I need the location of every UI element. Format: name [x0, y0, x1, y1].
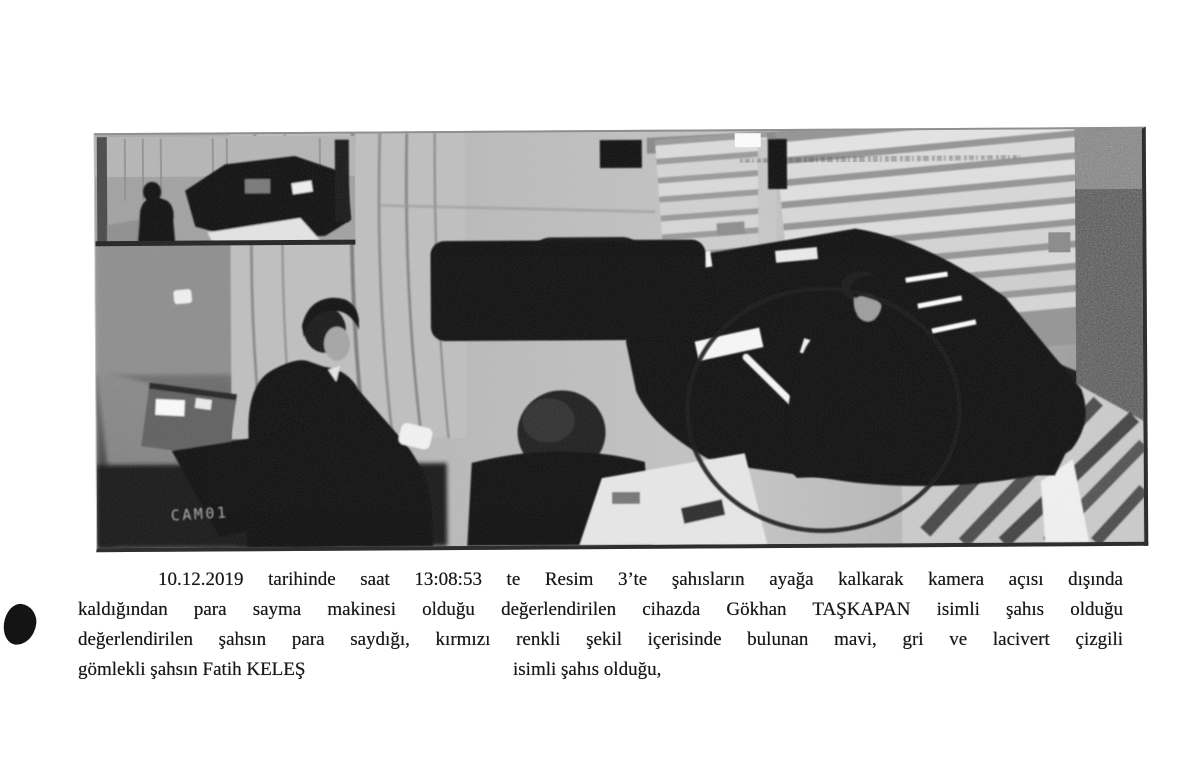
caption-paragraph: [78, 565, 1123, 685]
photo-grain: [95, 129, 1145, 548]
cctv-photo: [94, 127, 1149, 552]
caption-line-3: değerlendirilen şahsın para saydığı, kırmızı renkli şekil içerisinde bulunan mavi, gri ve lacivert çizgili: [78, 629, 1123, 650]
caption-line-2: kaldığından para sayma makinesi olduğu değerlendirilen cihazda Gökhan TAŞKAPAN isimli şahıs olduğu: [78, 599, 1123, 620]
camera-label: CAM01: [170, 503, 229, 525]
cctv-photo-canvas: [95, 129, 1145, 548]
caption-line-4-left: gömlekli şahsın Fatih KELEŞ: [78, 659, 306, 680]
caption-line-4: [78, 655, 1123, 685]
caption-line-4-right: isimli şahıs olduğu,: [513, 659, 662, 680]
caption-line-1: 10.12.2019 tarihinde saat 13:08:53 te Resim 3’te şahısların ayağa kalkarak kamera açısı dışında: [158, 569, 1123, 590]
margin-punch-mark: [1, 602, 38, 647]
